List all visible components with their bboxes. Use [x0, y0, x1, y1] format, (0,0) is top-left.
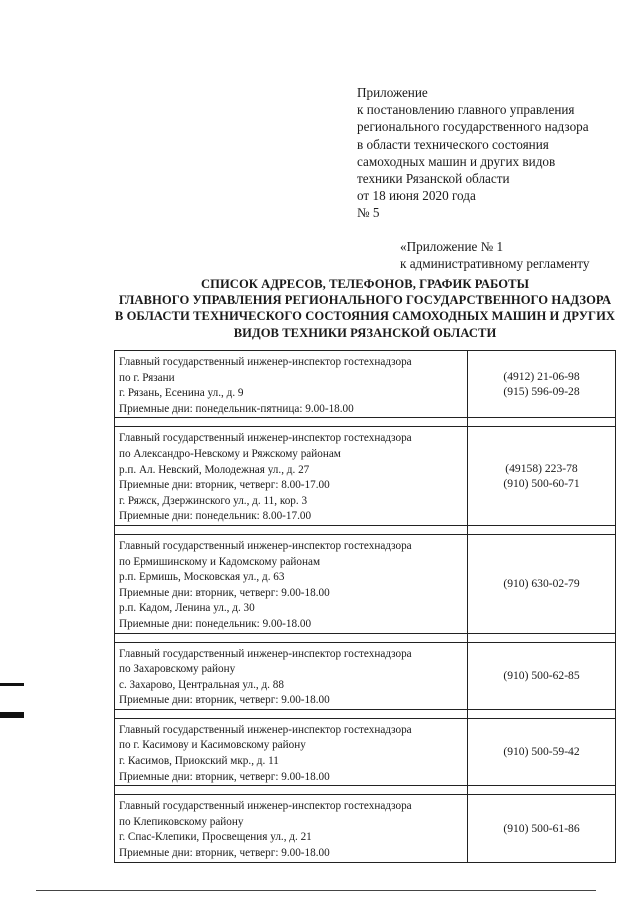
offices-table [114, 350, 616, 863]
table-row [115, 427, 616, 526]
table-spacer-row [115, 525, 616, 534]
office-position: Главный государственный инженер-инспектор гостехнадзора [119, 356, 412, 368]
office-hours: Приемные дни: вторник, четверг: 9.00-18.00 [119, 770, 330, 783]
office-phone: (910) 500-61-86 [503, 821, 580, 835]
office-phone: (4912) 21-06-98 [503, 369, 580, 383]
table-spacer-row [115, 418, 616, 427]
table-spacer-row [115, 633, 616, 642]
office-phone: (910) 500-60-71 [503, 477, 580, 491]
scan-mark [0, 683, 24, 686]
office-hours: Приемные дни: вторник, четверг: 9.00-18.00 [119, 694, 330, 707]
office-address: р.п. Кадом, Ленина ул., д. 30 [119, 602, 255, 615]
office-address: р.п. Ермишь, Московская ул., д. 63 [119, 571, 285, 584]
title-line: В ОБЛАСТИ ТЕХНИЧЕСКОГО СОСТОЯНИЯ САМОХОДНЫХ МАШИН И ДРУГИХ [114, 309, 616, 324]
table-row [115, 642, 616, 709]
appendix-number: № 5 [357, 205, 380, 221]
appendix-line: самоходных машин и других видов [357, 153, 556, 169]
title-line: СПИСОК АДРЕСОВ, ТЕЛЕФОНОВ, ГРАФИК РАБОТЫ [200, 277, 530, 291]
office-phone: (910) 630-02-79 [503, 576, 580, 590]
office-info-cell [115, 795, 468, 862]
office-address: г. Касимов, Приокский мкр., д. 11 [119, 755, 279, 768]
office-position: Главный государственный инженер-инспектор гостехнадзора [119, 647, 412, 660]
office-position: Главный государственный инженер-инспектор гостехнадзора [119, 432, 412, 445]
office-phone: (915) 596-09-28 [503, 385, 580, 399]
office-area: по Ермишинскому и Кадомскому районам [119, 555, 321, 568]
office-info-cell [115, 718, 468, 785]
regulation-appendix-header [400, 238, 589, 272]
office-phones-cell [468, 795, 616, 862]
office-area: по Александро-Невскому и Ряжскому районам [119, 447, 341, 460]
office-phones-cell [468, 534, 616, 633]
appendix-date: от 18 июня 2020 года [357, 188, 476, 204]
table-spacer-row [115, 709, 616, 718]
office-phones-cell [468, 642, 616, 709]
appendix-line: регионального государственного надзора [357, 119, 589, 135]
office-area: по г. Касимову и Касимовскому району [119, 739, 306, 752]
office-info-cell [115, 351, 468, 418]
office-info-cell [115, 642, 468, 709]
appendix-line: к постановлению главного управления [357, 102, 575, 118]
office-area: по Захаровскому району [119, 663, 236, 676]
office-address: г. Ряжск, Дзержинского ул., д. 11, кор. 3 [119, 494, 308, 507]
office-area: по Клепиковскому району [119, 815, 244, 828]
office-hours: Приемные дни: вторник, четверг: 9.00-18.00 [119, 847, 330, 860]
appendix-header [357, 84, 637, 222]
title-line: ГЛАВНОГО УПРАВЛЕНИЯ РЕГИОНАЛЬНОГО ГОСУДАРСТВЕННОГО НАДЗОРА [118, 293, 612, 308]
office-phones-cell [468, 718, 616, 785]
office-hours: Приемные дни: понедельник-пятница: 9.00-18.00 [119, 402, 354, 415]
scan-mark [0, 712, 24, 718]
document-title [100, 276, 630, 341]
office-position: Главный государственный инженер-инспектор гостехнадзора [119, 800, 412, 813]
office-phones-cell [468, 427, 616, 526]
regulation-appendix-line: к административному регламенту [400, 256, 590, 271]
office-position: Главный государственный инженер-инспектор гостехнадзора [119, 539, 412, 552]
office-area: по г. Рязани [119, 371, 175, 384]
office-phone: (910) 500-62-85 [503, 668, 580, 682]
appendix-line: техники Рязанской области [357, 171, 510, 187]
table-row [115, 795, 616, 862]
appendix-line: в области технического состояния [357, 136, 549, 152]
office-info-cell [115, 427, 468, 526]
regulation-appendix-line: «Приложение № 1 [400, 239, 504, 254]
office-phone: (49158) 223-78 [505, 461, 578, 475]
title-line: ВИДОВ ТЕХНИКИ РЯЗАНСКОЙ ОБЛАСТИ [233, 325, 497, 340]
office-hours: Приемные дни: вторник, четверг: 8.00-17.00 [119, 479, 330, 492]
appendix-line: Приложение [357, 85, 428, 100]
office-phones-cell [468, 351, 616, 418]
office-hours: Приемные дни: вторник, четверг: 9.00-18.00 [119, 586, 330, 599]
office-hours: Приемные дни: понедельник: 9.00-18.00 [119, 617, 312, 630]
office-address: р.п. Ал. Невский, Молодежная ул., д. 27 [119, 463, 310, 476]
office-position: Главный государственный инженер-инспектор гостехнадзора [119, 723, 412, 736]
page-bottom-rule [36, 890, 596, 891]
table-row [115, 534, 616, 633]
office-address: г. Рязань, Есенина ул., д. 9 [119, 387, 244, 400]
office-phone: (910) 500-59-42 [503, 745, 580, 759]
table-row [115, 718, 616, 785]
office-hours: Приемные дни: понедельник: 8.00-17.00 [119, 510, 312, 523]
office-address: с. Захарово, Центральная ул., д. 88 [119, 678, 284, 691]
table-row [115, 351, 616, 418]
office-info-cell [115, 534, 468, 633]
office-address: г. Спас-Клепики, Просвещения ул., д. 21 [119, 831, 312, 844]
table-spacer-row [115, 786, 616, 795]
